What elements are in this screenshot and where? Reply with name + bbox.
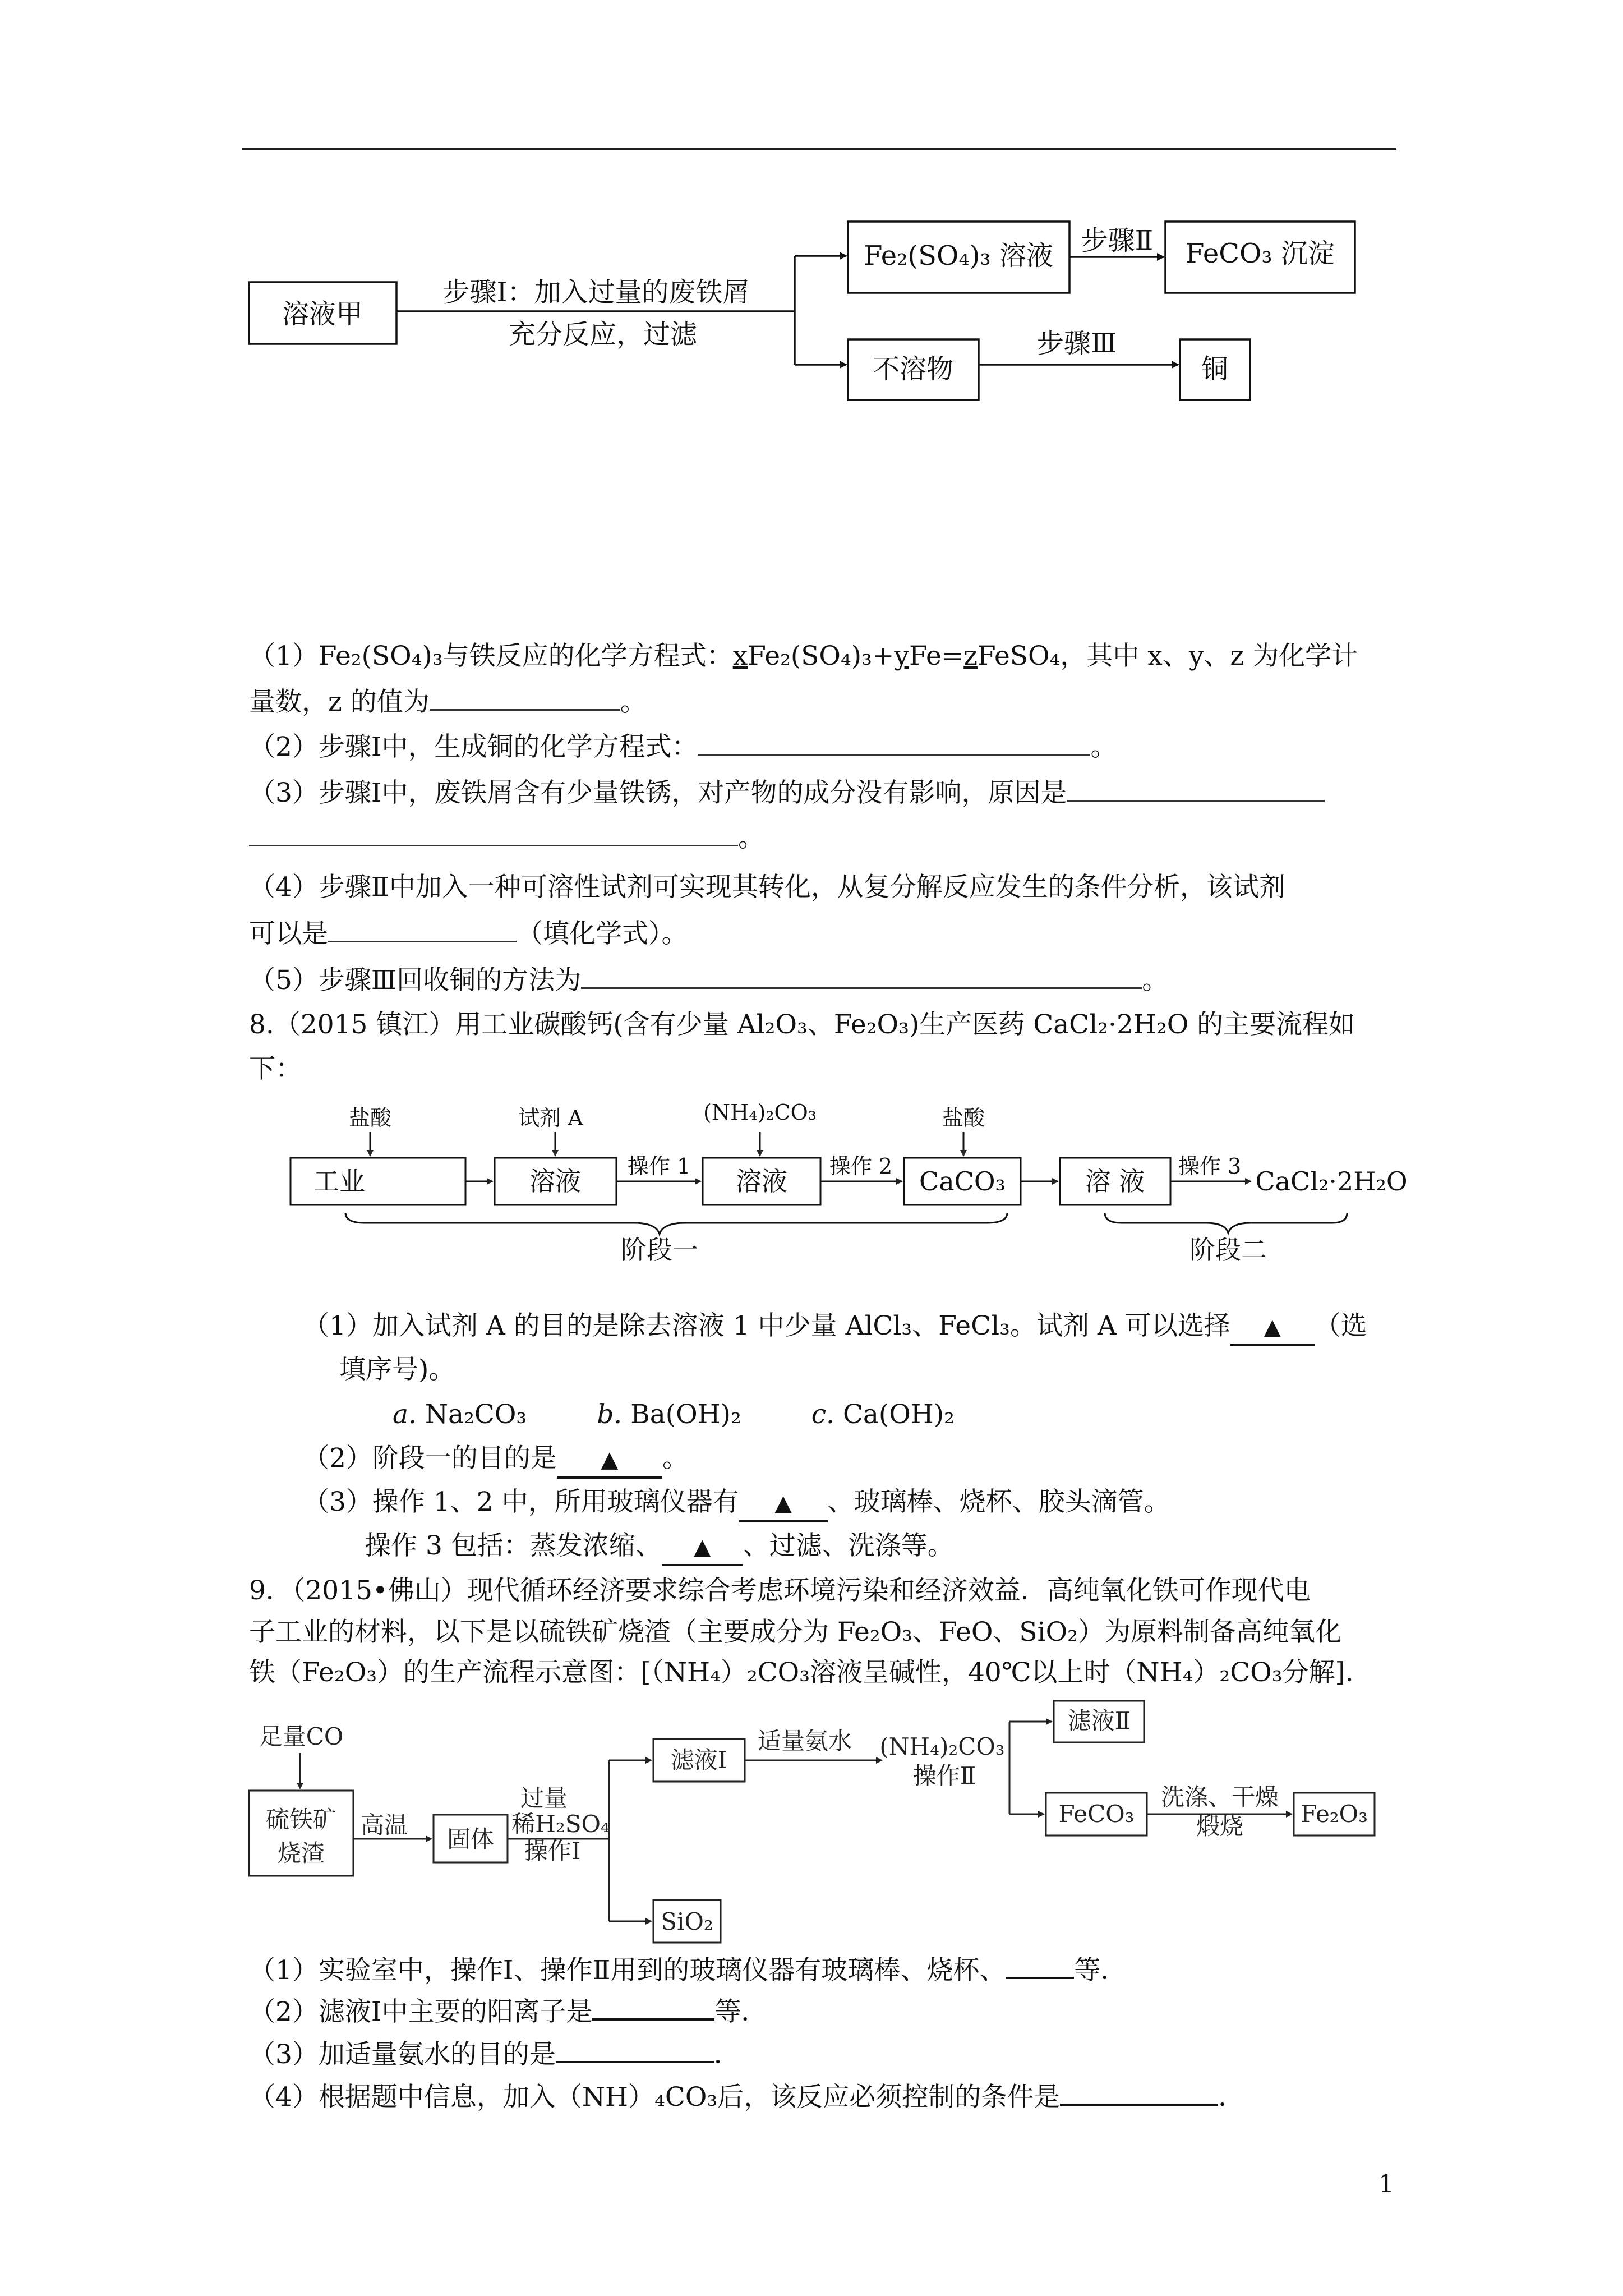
label-solution1: 溶液 bbox=[529, 1166, 581, 1197]
q7-part3-line1: （3）步骤Ⅰ中，废铁屑含有少量铁锈，对产物的成分没有影响，原因是 bbox=[249, 775, 1325, 810]
label-high-temp: 高温 bbox=[360, 1811, 408, 1839]
option-a[interactable]: a. Na₂CO₃ bbox=[393, 1399, 527, 1430]
label-solid: 固体 bbox=[446, 1825, 495, 1853]
q9-intro-line3: 铁（Fe₂O₃）的生产流程示意图：[（NH₄）₂CO₃溶液呈碱性，40℃以上时（NH₄）₂CO₃分解]． bbox=[249, 1657, 1372, 1688]
label-fe2o3-9: Fe₂O₃ bbox=[1301, 1800, 1368, 1828]
label-product: CaCl₂·2H₂O bbox=[1255, 1166, 1408, 1197]
label-step1-line2: 充分反应，过滤 bbox=[508, 319, 698, 350]
label-nh4co3-9: (NH₄)₂CO₃ bbox=[879, 1733, 1005, 1760]
label-reagent-a: 试剂 A bbox=[518, 1106, 583, 1130]
label-calcine: 煅烧 bbox=[1196, 1812, 1244, 1840]
label-hcl-1: 盐酸 bbox=[348, 1106, 392, 1130]
q9-intro-line1: 9．（2015•佛山）现代循环经济要求综合考虑环境污染和经济效益．高纯氧化铁可作现代电 bbox=[249, 1575, 1311, 1606]
q7-part2: （2）步骤Ⅰ中，生成铜的化学方程式： 。 bbox=[249, 729, 1117, 764]
q9-intro-line2: 子工业的材料，以下是以硫铁矿烧渣（主要成分为 Fe₂O₃、FeO、SiO₂）为原料制备高纯氧化 bbox=[249, 1617, 1341, 1648]
q7-part4-line2: 可以是 （填化学式）。 bbox=[249, 916, 688, 951]
q7-part1-line2: 量数，z 的值为 。 bbox=[249, 684, 647, 719]
q8-sub1-line1: （1）加入试剂 A 的目的是除去溶液 1 中少量 AlCl₃、FeCl₃。试剂 A 可以选择 ▲ （选 bbox=[303, 1309, 1367, 1346]
q8-sub1-line2: 填序号)。 bbox=[339, 1354, 455, 1385]
label-fe2so43-solution: Fe₂(SO₄)₃ 溶液 bbox=[864, 240, 1053, 272]
label-ammonia: 适量氨水 bbox=[757, 1727, 852, 1755]
label-excess: 过量 bbox=[520, 1784, 568, 1812]
label-ore-line2: 烧渣 bbox=[277, 1839, 325, 1867]
answer-blank[interactable] bbox=[1060, 2079, 1218, 2106]
q8-intro-line1: 8.（2015 镇江）用工业碳酸钙(含有少量 Al₂O₃、Fe₂O₃)生产医药 CaCl₂·2H₂O 的主要流程如 bbox=[249, 1009, 1355, 1040]
answer-blank[interactable]: ▲ bbox=[557, 1443, 662, 1479]
q8-intro-line2: 下： bbox=[249, 1053, 302, 1084]
label-feco3-9: FeCO₃ bbox=[1058, 1800, 1135, 1828]
label-nh4co3: (NH₄)₂CO₃ bbox=[703, 1100, 817, 1125]
label-op1: 操作 1 bbox=[627, 1154, 691, 1179]
label-hcl-2: 盐酸 bbox=[942, 1106, 985, 1130]
option-b[interactable]: b. Ba(OH)₂ bbox=[597, 1399, 741, 1430]
q8-sub2: （2）阶段一的目的是 ▲ 。 bbox=[303, 1442, 689, 1479]
q9-sub3: （3）加适量氨水的目的是 ． bbox=[249, 2036, 740, 2072]
q8-sub3-line2: 操作 3 包括：蒸发浓缩、 ▲ 、过滤、洗涤等。 bbox=[365, 1529, 954, 1566]
answer-blank[interactable] bbox=[1006, 1952, 1074, 1979]
label-caco3: CaCO₃ bbox=[919, 1166, 1006, 1197]
label-stage2: 阶段二 bbox=[1189, 1235, 1267, 1265]
label-feco3-precipitate: FeCO₃ 沉淀 bbox=[1186, 238, 1335, 269]
q7-part1-line1: （1）Fe₂(SO₄)₃与铁反应的化学方程式：xFe₂(SO₄)₃+yFe=zFeSO₄，其中 x、y、z 为化学计 bbox=[249, 641, 1358, 671]
label-solution2: 溶液 bbox=[736, 1166, 787, 1197]
label-step3: 步骤Ⅲ bbox=[1036, 328, 1117, 359]
label-op3: 操作 3 bbox=[1178, 1154, 1242, 1179]
label-insoluble: 不溶物 bbox=[872, 353, 954, 385]
label-solution-jia: 溶液甲 bbox=[282, 298, 363, 330]
answer-blank[interactable] bbox=[556, 2036, 714, 2063]
option-c[interactable]: c. Ca(OH)₂ bbox=[811, 1399, 955, 1430]
label-op-i: 操作Ⅰ bbox=[524, 1837, 581, 1865]
label-step1-line1: 步骤Ⅰ：加入过量的废铁屑 bbox=[442, 277, 750, 308]
label-stage1: 阶段一 bbox=[621, 1235, 698, 1265]
q9-sub1: （1）实验室中，操作Ⅰ、操作Ⅱ用到的玻璃仪器有玻璃棒、烧杯、 等． bbox=[249, 1952, 1127, 1987]
answer-blank[interactable]: ▲ bbox=[1230, 1310, 1315, 1346]
q7-part3-line2: 。 bbox=[249, 820, 764, 855]
q9-sub2: （2）滤液Ⅰ中主要的阳离子是 等． bbox=[249, 1994, 767, 2029]
label-dilute-h2so4: 稀H₂SO₄ bbox=[511, 1810, 610, 1838]
label-filtrate-i: 滤液Ⅰ bbox=[670, 1746, 727, 1774]
q7-part5: （5）步骤Ⅲ回收铜的方法为 。 bbox=[249, 963, 1168, 997]
q8-sub3-line1: （3）操作 1、2 中，所用玻璃仪器有 ▲ 、玻璃棒、烧杯、胶头滴管。 bbox=[303, 1485, 1170, 1522]
label-co: 足量CO bbox=[259, 1723, 344, 1750]
label-copper: 铜 bbox=[1201, 353, 1229, 385]
answer-blank[interactable] bbox=[592, 1994, 714, 2021]
label-op-ii: 操作Ⅱ bbox=[912, 1762, 976, 1789]
answer-blank[interactable]: ▲ bbox=[739, 1487, 828, 1522]
label-industrial: 工业 bbox=[313, 1166, 365, 1197]
page-number: 1 bbox=[1378, 2170, 1394, 2198]
q9-sub4: （4）根据题中信息，加入（NH）₄CO₃后，该反应必须控制的条件是 ． bbox=[249, 2079, 1244, 2114]
label-op2: 操作 2 bbox=[829, 1154, 893, 1179]
label-filtrate-ii: 滤液Ⅱ bbox=[1067, 1707, 1131, 1734]
answer-blank[interactable]: ▲ bbox=[662, 1530, 743, 1566]
q7-part4-line1: （4）步骤Ⅱ中加入一种可溶性试剂可实现其转化，从复分解反应发生的条件分析，该试剂 bbox=[249, 872, 1285, 903]
label-ore-line1: 硫铁矿 bbox=[265, 1806, 337, 1833]
label-step2: 步骤Ⅱ bbox=[1081, 225, 1154, 256]
label-wash-dry: 洗涤、干燥 bbox=[1160, 1783, 1279, 1811]
label-sio2: SiO₂ bbox=[661, 1908, 713, 1935]
label-solution3: 溶 液 bbox=[1085, 1166, 1145, 1197]
